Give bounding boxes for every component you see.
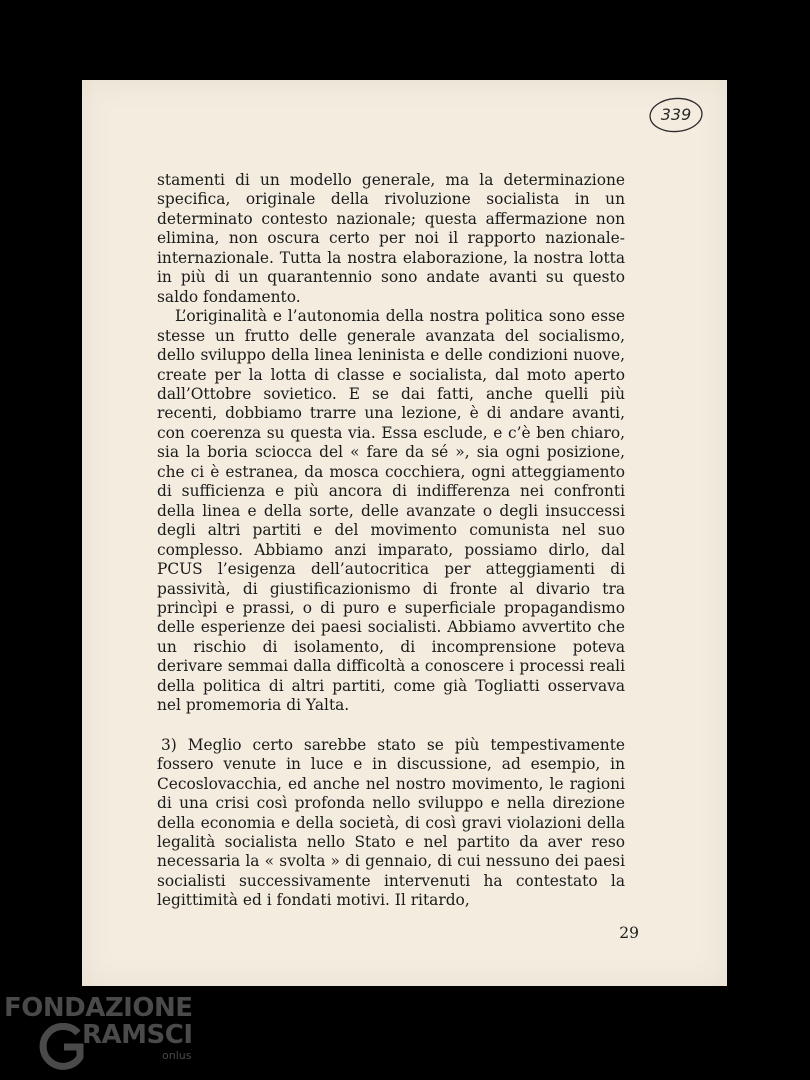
page-number: 29 bbox=[619, 924, 639, 942]
body-text bbox=[157, 171, 625, 911]
watermark-line-1: FONDAZIONE bbox=[4, 993, 193, 1023]
paragraph-section-3: 3) Meglio certo sarebbe stato se più tempestivamente fossero venute in luce e in discussione, ad esempio, in Cecoslovacchia, ed anche nel nostro movimento, le ragioni di una crisi così profonda nello sviluppo e nella direzione della economia e della società, di così gravi violazioni della legalità socialista nello Stato e nel partito da aver reso necessaria la « svolta » di gennaio, di cui nessuno dei paesi socialisti successivamente intervenuti ha contestato la legittimità ed i fondati motivi. Il ritardo, bbox=[157, 735, 625, 910]
document-page bbox=[82, 80, 727, 986]
watermark-line-2: RAMSCI bbox=[82, 1020, 193, 1050]
watermark-suffix: onlus bbox=[162, 1049, 192, 1062]
archive-number: 339 bbox=[660, 105, 692, 124]
paragraph: L’originalità e l’autonomia della nostra politica sono esse stesse un frutto delle generale avanzata del socialismo, dello sviluppo della linea leninista e delle condizioni nuove, create per la lotta di classe e socialista, dal moto aperto dall’Ottobre sovietico. E se dai fatti, anche quelli più recenti, dobbiamo trarre una lezione, è di andare avanti, con coerenza su questa via. Essa esclude, e c’è ben chiaro, sia la boria sciocca del « fare da sé », sia ogni posizione, che ci è estranea, da mosca cocchiera, ogni atteggiamento di sufficienza e più ancora di indifferenza nei confronti della linea e della sorte, delle avanzate o degli insuccessi degli altri partiti e del movimento comunista nel suo complesso. Abbiamo anzi imparato, possiamo dirlo, dal PCUS l’esigenza dell’autocritica per atteggiamenti di passività, di giustificazionismo di fronte al divario tra princìpi e prassi, o di puro e superficiale propagandismo delle esperienze dei paesi socialisti. Abbiamo avvertito che un rischio di isolamento, di incomprensione poteva derivare semmai dalla difficoltà a conoscere i processi reali della politica di altri partiti, come già Togliatti osservava nel promemoria di Yalta. bbox=[157, 307, 625, 715]
paragraph-continued: stamenti di un modello generale, ma la determinazione specifica, originale della rivoluzione socialista in un determinato contesto nazionale; questa affermazione non elimina, non oscura certo per noi il rapporto nazionale-internazionale. Tutta la nostra elaborazione, la nostra lotta in più di un quarantennio sono andate avanti su questo saldo fondamento. bbox=[157, 171, 625, 306]
archive-number-stamp bbox=[648, 96, 704, 134]
fondazione-gramsci-watermark bbox=[4, 993, 204, 1075]
